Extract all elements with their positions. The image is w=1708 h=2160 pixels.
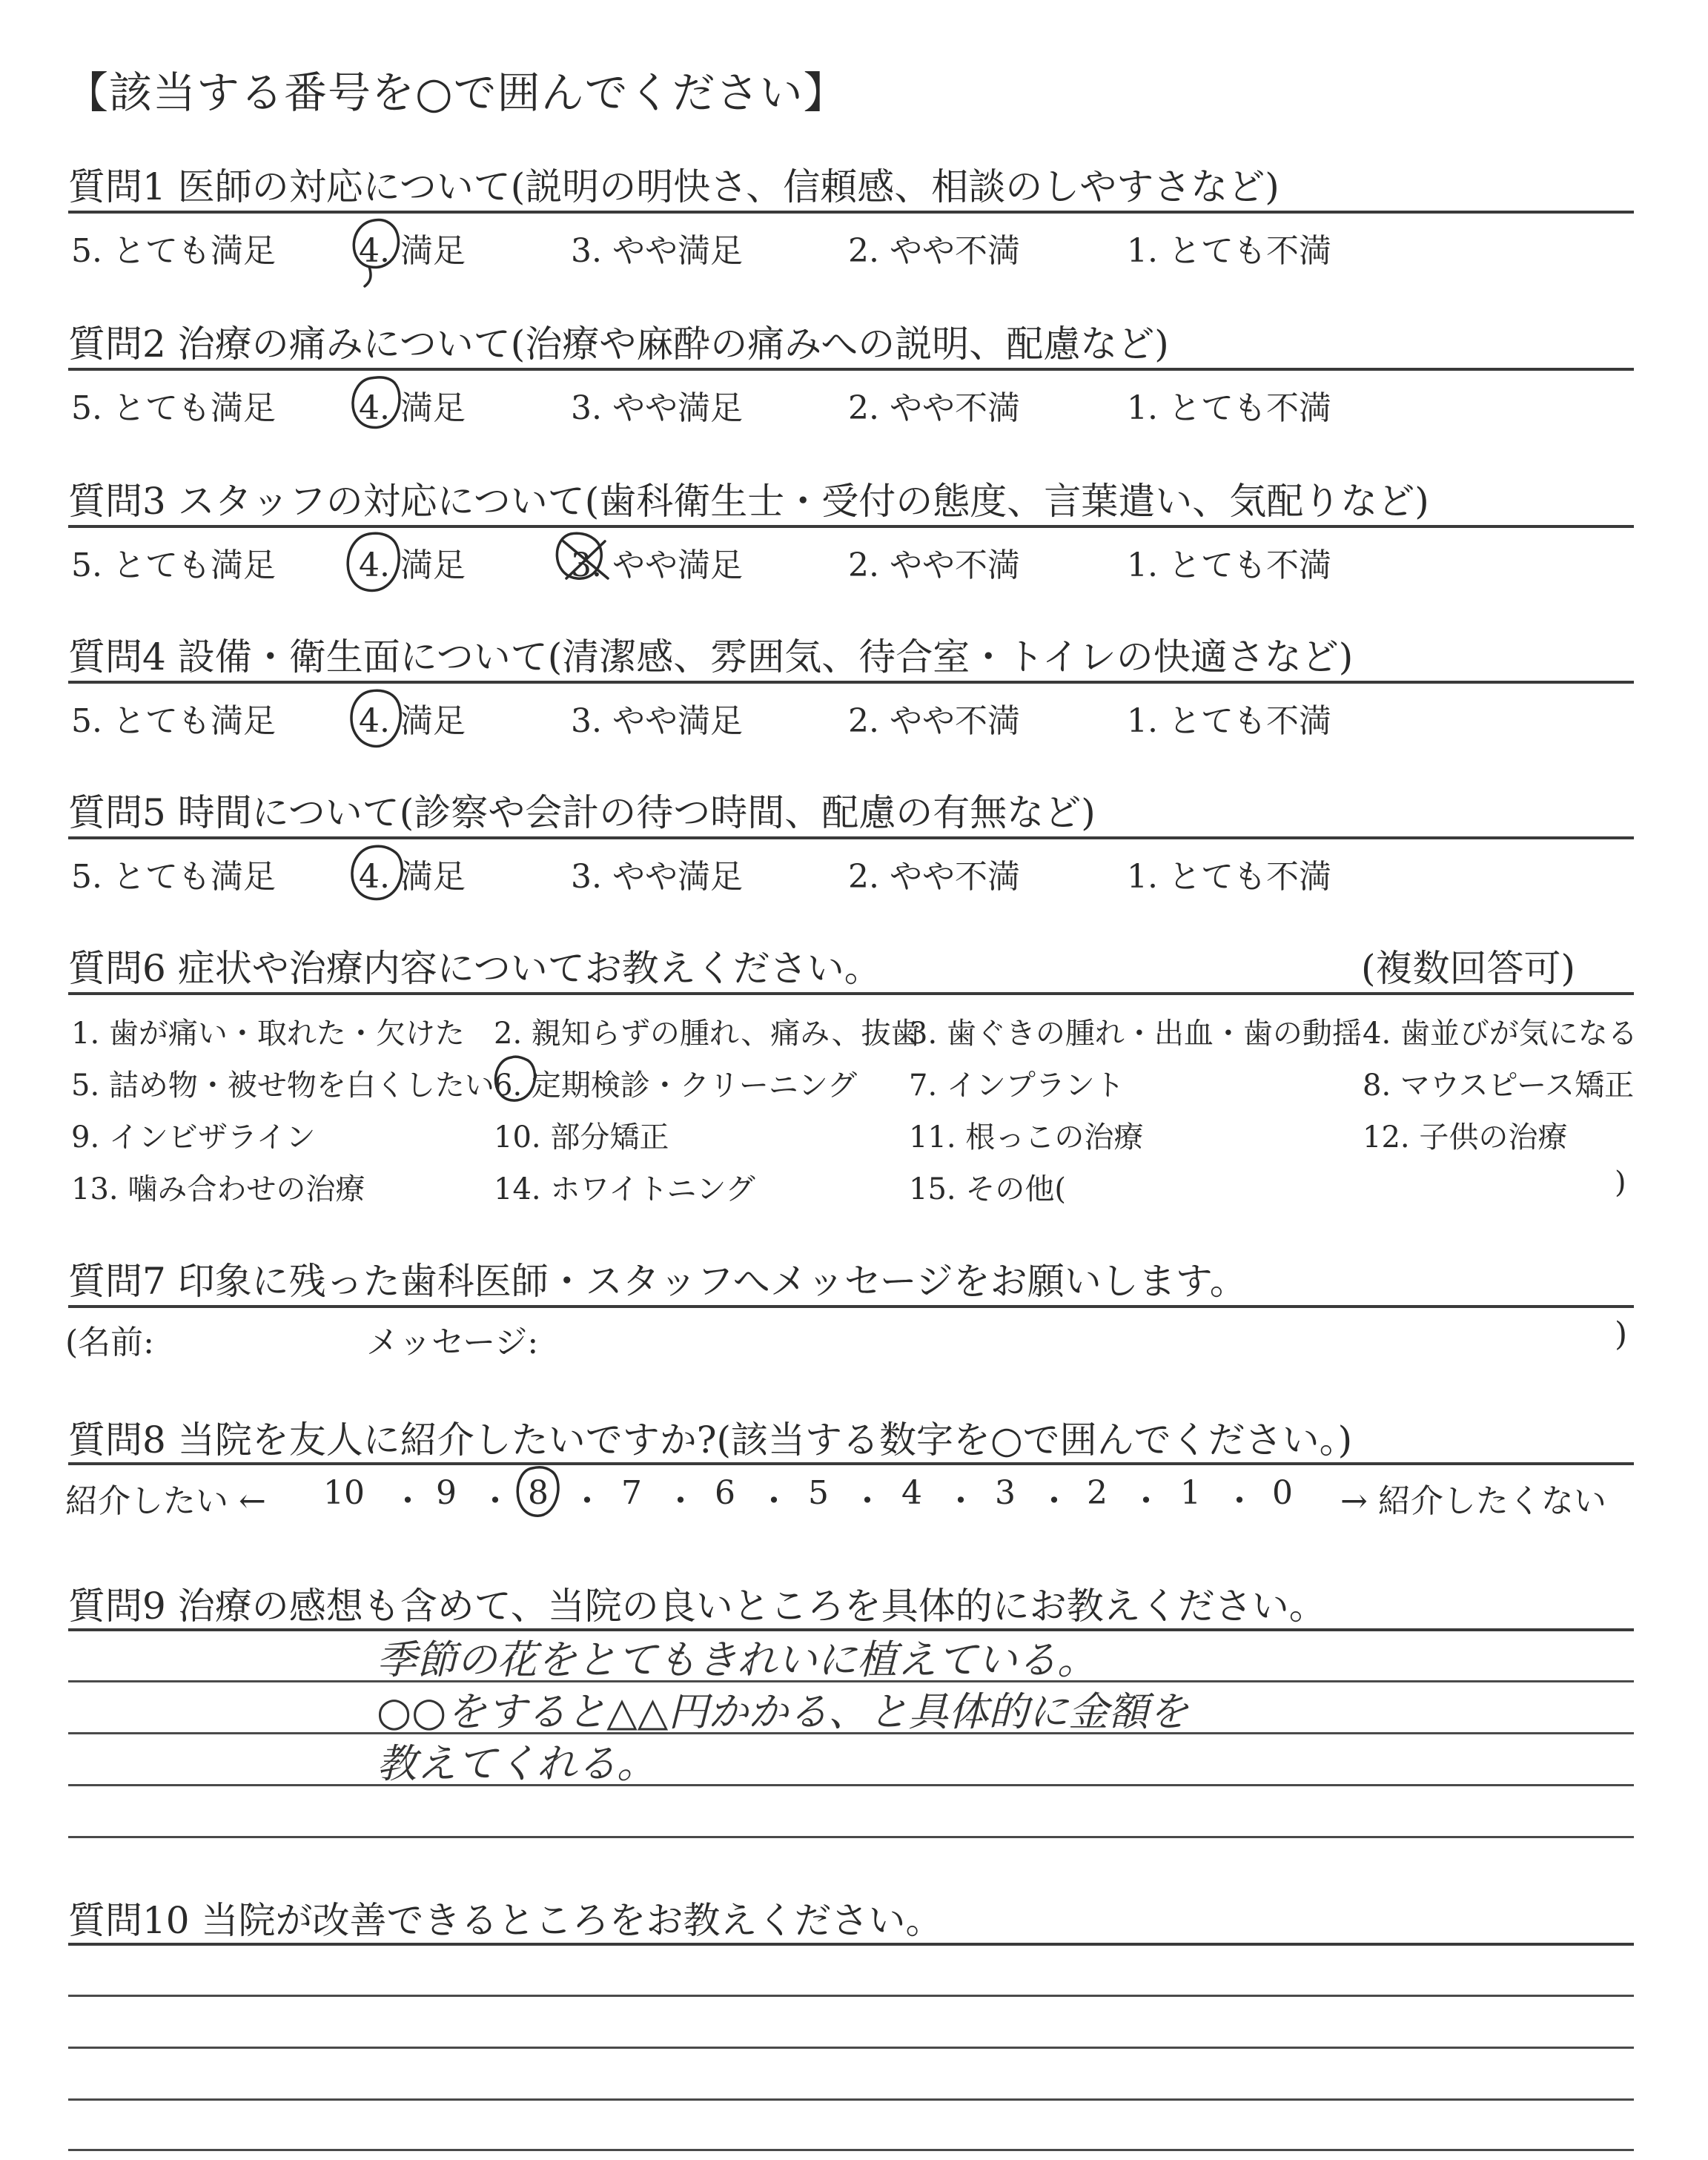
q6-option-5[interactable]: 5. 詰め物・被せ物を白くしたい [71,1069,494,1103]
q1-option-4[interactable]: 4. 満足 [359,232,466,270]
q3-option-4[interactable]: 4. 満足 [359,546,466,584]
q8-separator: ・ [391,1482,424,1520]
q5-option-4[interactable]: 4. 満足 [359,858,466,896]
question-5-title: 質問5 時間について(診察や会計の待つ時間、配慮の有無など) [68,791,1096,834]
selection-circle [517,1467,558,1516]
q6-option-8[interactable]: 8. マウスピース矯正 [1363,1069,1635,1103]
q1-option-2[interactable]: 2. やや不満 [848,232,1020,270]
q4-option-5[interactable]: 5. とても満足 [71,702,276,740]
q6-option-14[interactable]: 14. ホワイトニング [494,1172,755,1206]
q8-left-label: 紹介したい ← [65,1482,266,1520]
q8-value-9[interactable]: 9 [436,1474,457,1512]
q8-value-8[interactable]: 8 [528,1474,549,1512]
q6-option-10[interactable]: 10. 部分矯正 [494,1120,669,1155]
q3-option-2[interactable]: 2. やや不満 [848,546,1020,584]
question-9-title: 質問9 治療の感想も含めて、当院の良いところを具体的にお教えください。 [68,1585,1326,1628]
q9-answer-line-1: 季節の花をとてもきれいに植えている。 [377,1636,1097,1683]
q1-option-5[interactable]: 5. とても満足 [71,232,276,270]
q8-value-6[interactable]: 6 [715,1474,735,1512]
question-10-title: 質問10 当院が改善できるところをお教えください。 [68,1899,943,1942]
question-8-title: 質問8 当院を友人に紹介したいですか?(該当する数字を○で囲んでください。) [68,1418,1353,1462]
q8-separator: ・ [571,1482,603,1520]
q6-option-4[interactable]: 4. 歯並びが気になる [1363,1017,1638,1051]
q6-option-3[interactable]: 3. 歯ぐきの腫れ・出血・歯の動揺 [909,1017,1362,1051]
q8-separator: ・ [479,1482,512,1520]
question-1-title: 質問1 医師の対応について(説明の明快さ、信頼感、相談のしやすさなど) [68,165,1280,208]
selection-circle [352,846,402,899]
q7-close: ) [1615,1315,1628,1353]
q4-option-4[interactable]: 4. 満足 [359,702,466,740]
q8-separator: ・ [944,1482,977,1520]
q4-option-1[interactable]: 1. とても不満 [1127,702,1331,740]
q9-answer-line-2: ○○をすると△△円かかる、と具体的に金額を [377,1688,1189,1735]
q8-value-3[interactable]: 3 [995,1474,1016,1512]
q6-option-12[interactable]: 12. 子供の治療 [1363,1120,1568,1155]
q6-option-7[interactable]: 7. インプラント [909,1069,1125,1103]
q6-option-11[interactable]: 11. 根っこの治療 [909,1120,1144,1155]
q5-option-3[interactable]: 3. やや満足 [571,858,743,896]
q2-option-4[interactable]: 4. 満足 [359,389,466,427]
q8-separator: ・ [851,1482,884,1520]
q8-value-1[interactable]: 1 [1180,1474,1201,1512]
q8-separator: ・ [1038,1482,1070,1520]
q2-option-2[interactable]: 2. やや不満 [848,389,1020,427]
q3-option-3[interactable]: 3. やや満足 [571,546,743,584]
q9-answer-line-3: 教えてくれる。 [377,1740,657,1787]
q6-option-9[interactable]: 9. インビザライン [71,1120,316,1155]
q4-option-3[interactable]: 3. やや満足 [571,702,743,740]
selection-circle [496,1057,535,1100]
question-6-title: 質問6 症状や治療内容についてお教えください。 [68,947,881,990]
q6-option-13[interactable]: 13. 噛み合わせの治療 [71,1172,365,1206]
q6-option-15[interactable]: 15. その他( [909,1172,1066,1206]
q8-right-label: → 紹介したくない [1340,1482,1606,1520]
q8-separator: ・ [664,1482,697,1520]
question-4-title: 質問4 設備・衛生面について(清潔感、雰囲気、待合室・トイレの快適さなど) [68,635,1354,678]
page-instruction: 【該当する番号を○で囲んでください】 [65,67,847,118]
q5-option-2[interactable]: 2. やや不満 [848,858,1020,896]
q4-option-2[interactable]: 2. やや不満 [848,702,1020,740]
q8-separator: ・ [758,1482,790,1520]
q6-option-6[interactable]: 6. 定期検診・クリーニング [494,1069,858,1103]
q8-separator: ・ [1223,1482,1256,1520]
q5-option-1[interactable]: 1. とても不満 [1127,858,1331,896]
q3-option-1[interactable]: 1. とても不満 [1127,546,1331,584]
q1-option-1[interactable]: 1. とても不満 [1127,232,1331,270]
q6-other-close: ) [1615,1166,1626,1200]
q8-value-2[interactable]: 2 [1087,1474,1108,1512]
q8-value-5[interactable]: 5 [808,1474,829,1512]
q7-message-label[interactable]: メッセージ: [366,1324,539,1361]
q8-value-4[interactable]: 4 [901,1474,922,1512]
q1-option-3[interactable]: 3. やや満足 [571,232,743,270]
q2-option-1[interactable]: 1. とても不満 [1127,389,1331,427]
q8-separator: ・ [1130,1482,1162,1520]
q6-option-1[interactable]: 1. 歯が痛い・取れた・欠けた [71,1017,465,1051]
question-3-title: 質問3 スタッフの対応について(歯科衛生士・受付の態度、言葉遣い、気配りなど) [68,480,1429,523]
q5-option-5[interactable]: 5. とても満足 [71,858,276,896]
selection-circle [354,220,398,286]
q7-name-label[interactable]: (名前: [65,1324,154,1361]
question-7-title: 質問7 印象に残った歯科医師・スタッフへメッセージをお願いします。 [68,1260,1247,1303]
q2-option-5[interactable]: 5. とても満足 [71,389,276,427]
question-6-note: (複数回答可) [1361,947,1576,990]
q8-value-0[interactable]: 0 [1272,1474,1293,1512]
q8-value-10[interactable]: 10 [323,1474,365,1512]
q8-value-7[interactable]: 7 [621,1474,642,1512]
selection-circle [348,533,399,590]
question-2-title: 質問2 治療の痛みについて(治療や麻酔の痛みへの説明、配慮など) [68,323,1169,366]
selection-circle [353,377,400,428]
q3-option-5[interactable]: 5. とても満足 [71,546,276,584]
selection-circle [351,690,400,746]
q6-option-2[interactable]: 2. 親知らずの腫れ、痛み、抜歯 [494,1017,921,1051]
q2-option-3[interactable]: 3. やや満足 [571,389,743,427]
